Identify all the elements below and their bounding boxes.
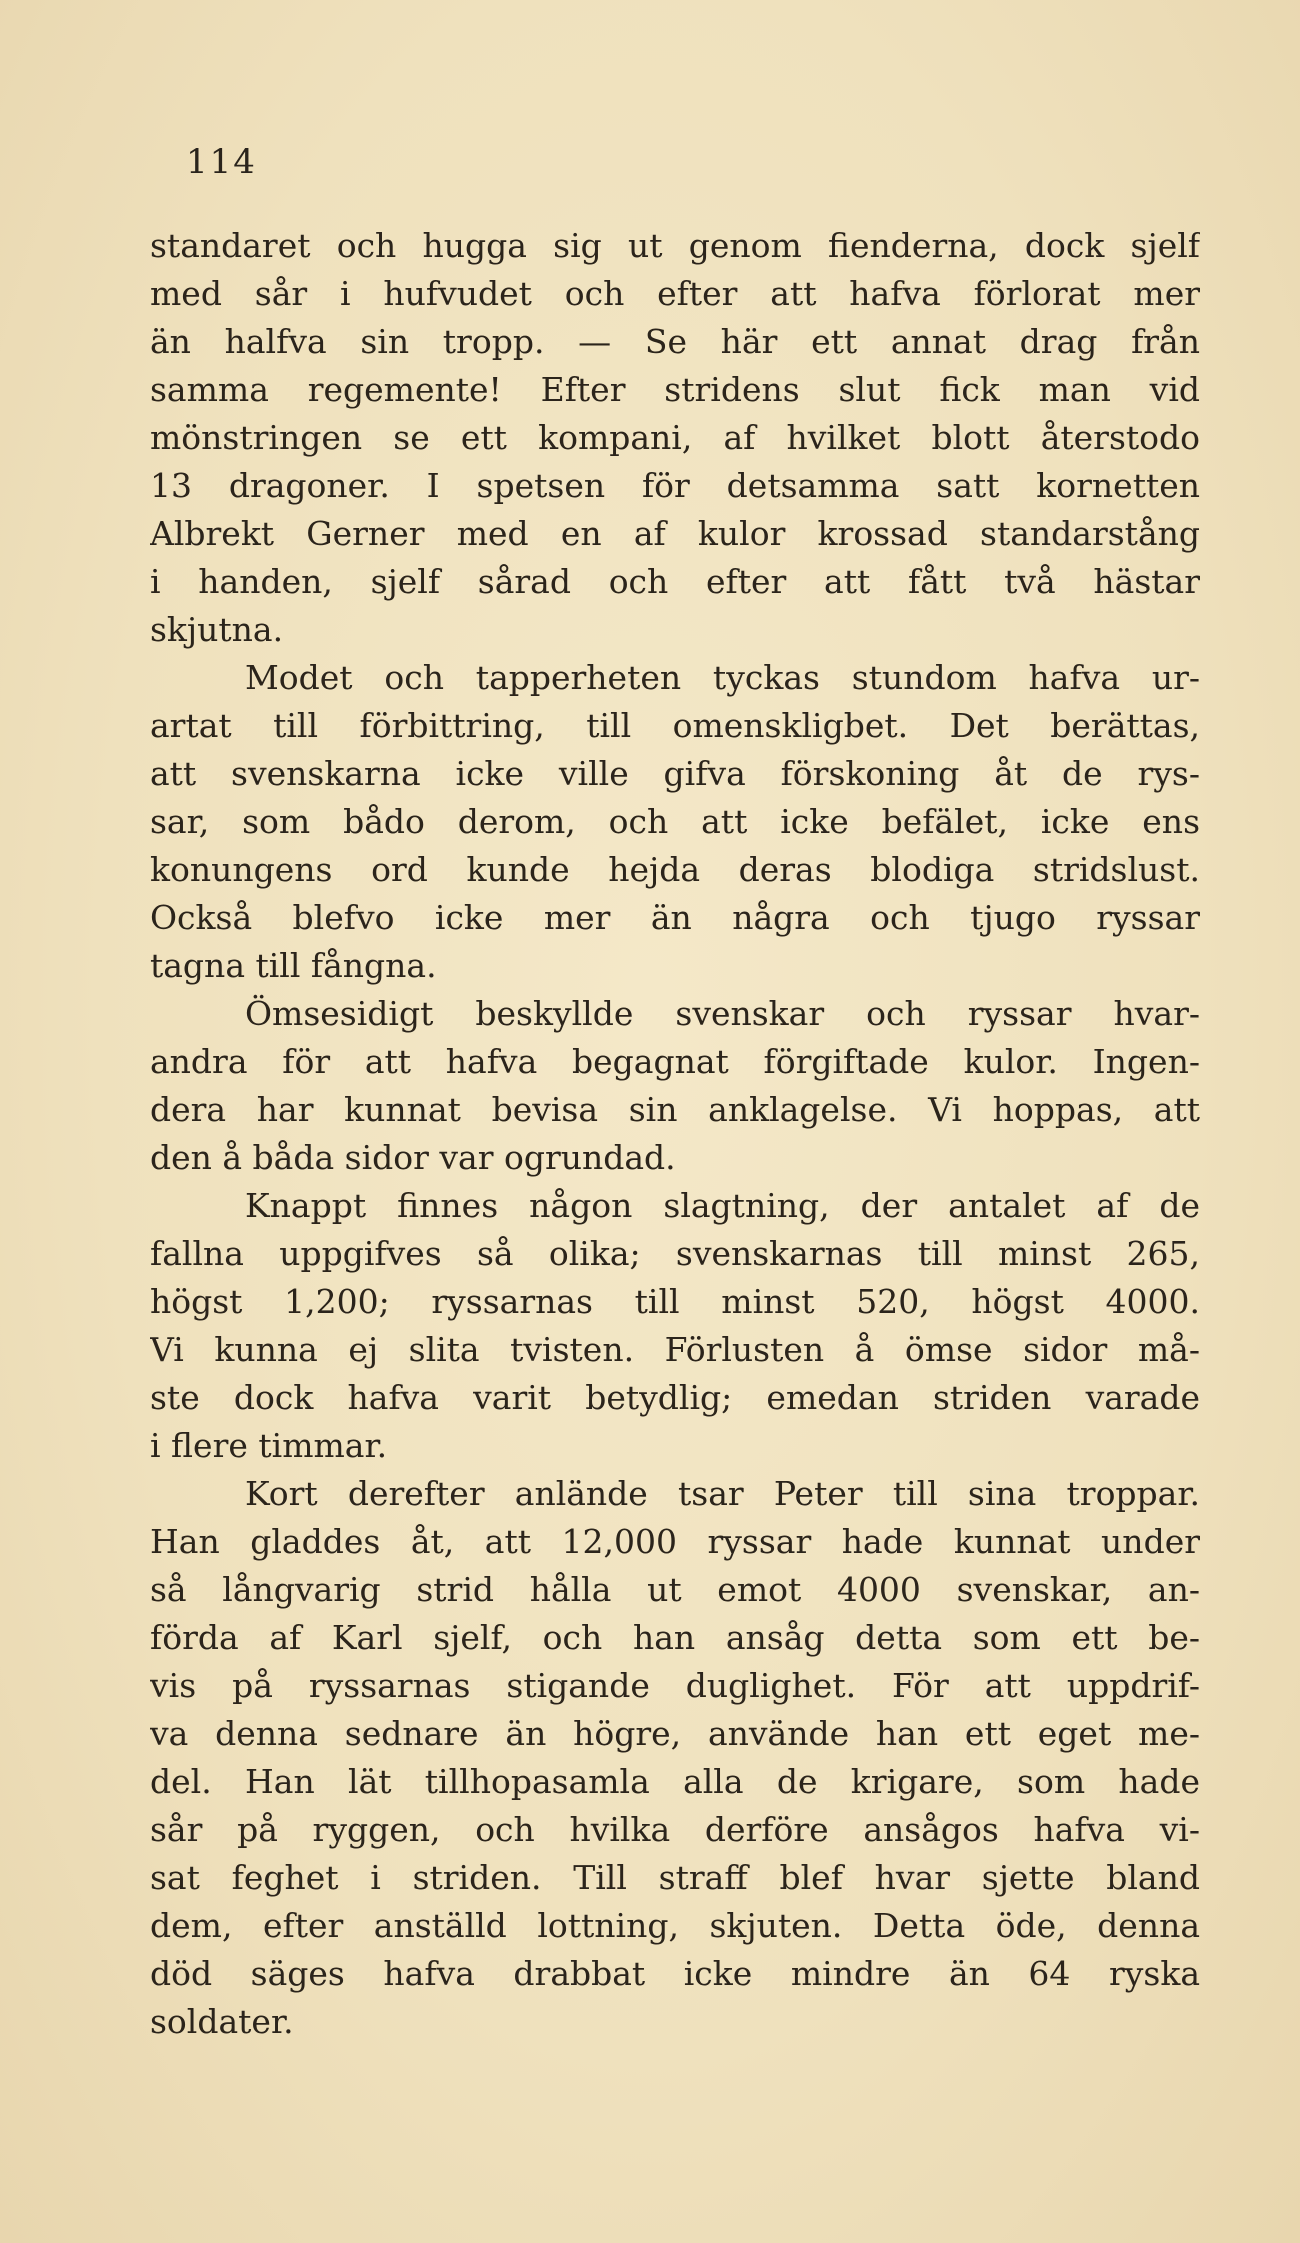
paragraph (150, 654, 1200, 990)
text-line: med sår i hufvudet och efter att hafva förlorat mer (150, 274, 1200, 313)
text-line: den å båda sidor var ogrundad. (150, 1138, 676, 1177)
paragraph (150, 222, 1200, 654)
text-line: artat till förbittring, till omenskligbet. Det berättas, (150, 706, 1200, 745)
text-line: mönstringen se ett kompani, af hvilket blott återstodo (150, 418, 1200, 457)
body-text (150, 222, 1200, 2046)
text-line: skjutna. (150, 610, 284, 649)
text-line: ste dock hafva varit betydlig; emedan striden varade (150, 1378, 1200, 1417)
text-line: än halfva sin tropp. — Se här ett annat drag från (150, 322, 1200, 361)
text-line: i flere timmar. (150, 1426, 388, 1465)
text-line: va denna sednare än högre, använde han ett eget me- (150, 1714, 1200, 1753)
paragraph (150, 990, 1200, 1182)
text-line: konungens ord kunde hejda deras blodiga stridslust. (150, 850, 1200, 889)
text-line: Också blefvo icke mer än några och tjugo ryssar (150, 898, 1200, 937)
text-line: andra för att hafva begagnat förgiftade kulor. Ingen- (150, 1042, 1200, 1081)
page-number: 114 (186, 142, 257, 182)
text-line: i handen, sjelf sårad och efter att fått två hästar (150, 562, 1200, 601)
text-line: att svenskarna icke ville gifva förskoning åt de rys- (150, 754, 1200, 793)
text-line: död säges hafva drabbat icke mindre än 64 ryska (150, 1954, 1200, 1993)
text-line: 13 dragoner. I spetsen för detsamma satt kornetten (150, 466, 1200, 505)
text-line: sar, som bådo derom, och att icke befälet, icke ens (150, 802, 1200, 841)
text-line: dem, efter anställd lottning, skjuten. Detta öde, denna (150, 1906, 1200, 1945)
text-line: Knappt finnes någon slagtning, der antalet af de (245, 1186, 1200, 1225)
text-line: Han gladdes åt, att 12,000 ryssar hade kunnat under (150, 1522, 1200, 1561)
text-line: Kort derefter anlände tsar Peter till sina troppar. (245, 1474, 1200, 1513)
text-line: förda af Karl sjelf, och han ansåg detta som ett be- (150, 1618, 1200, 1657)
text-line: Vi kunna ej slita tvisten. Förlusten å ömse sidor må- (150, 1330, 1200, 1369)
text-line: tagna till fångna. (150, 946, 437, 985)
paragraph (150, 1182, 1200, 1470)
text-line: fallna uppgifves så olika; svenskarnas till minst 265, (150, 1234, 1200, 1273)
text-line: samma regemente! Efter stridens slut fick man vid (150, 370, 1200, 409)
text-line: dera har kunnat bevisa sin anklagelse. Vi hoppas, att (150, 1090, 1200, 1129)
text-line: del. Han lät tillhopasamla alla de krigare, som hade (150, 1762, 1200, 1801)
text-line: standaret och hugga sig ut genom fienderna, dock sjelf (150, 226, 1200, 265)
paragraph (150, 1470, 1200, 2046)
text-line: så långvarig strid hålla ut emot 4000 svenskar, an- (150, 1570, 1200, 1609)
text-line: Ömsesidigt beskyllde svenskar och ryssar hvar- (245, 994, 1200, 1033)
text-line: Modet och tapperheten tyckas stundom hafva ur- (245, 658, 1200, 697)
text-line: högst 1,200; ryssarnas till minst 520, högst 4000. (150, 1282, 1200, 1321)
text-line: vis på ryssarnas stigande duglighet. För att uppdrif- (150, 1666, 1200, 1705)
text-line: sat feghet i striden. Till straff blef hvar sjette bland (150, 1858, 1200, 1897)
text-line: sår på ryggen, och hvilka derföre ansågos hafva vi- (150, 1810, 1200, 1849)
text-line: soldater. (150, 2002, 294, 2041)
text-line: Albrekt Gerner med en af kulor krossad standarstång (150, 514, 1200, 553)
